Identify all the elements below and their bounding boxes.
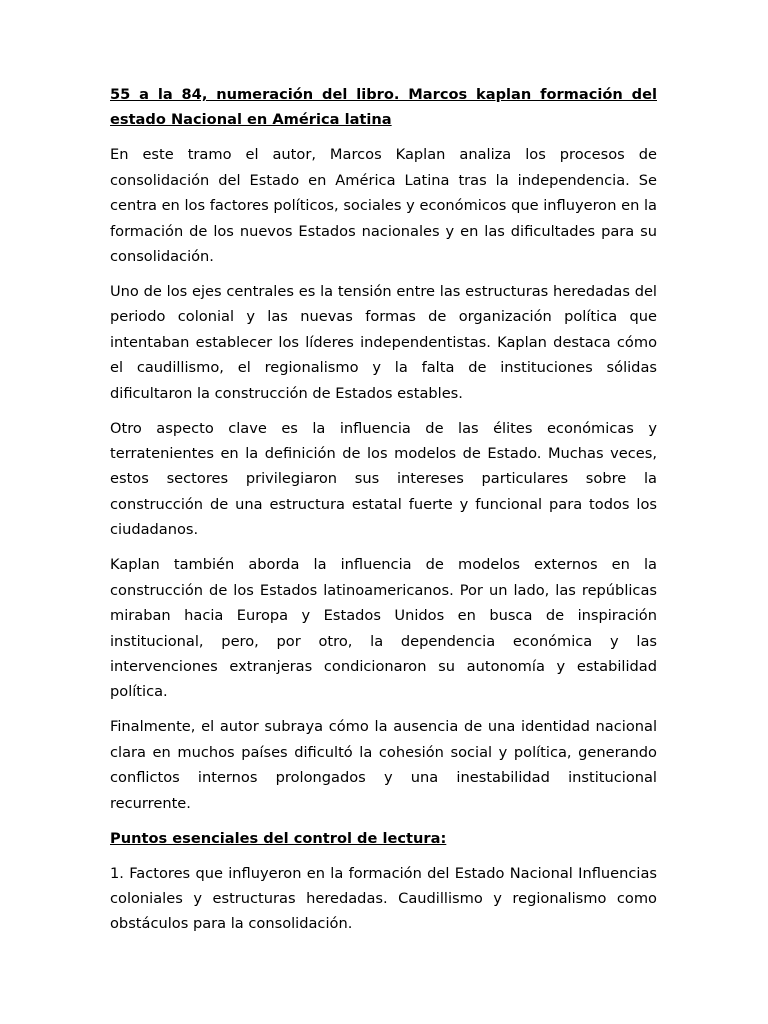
- point-1: 1. Factores que influyeron en la formación del Estado Nacional Influencias coloniales y estructuras heredadas. Caudillismo y regionalismo como obstáculos para la consolidación.: [110, 864, 657, 933]
- paragraph-intro: En este tramo el autor, Marcos Kaplan analiza los procesos de consolidación del Estado en América Latina tras la independencia. Se centra en los factores políticos, sociales y económicos que influyeron en la formación de los nuevos Estados nacionales y en las dificultades para su consolidación.: [110, 146, 657, 266]
- paragraph-conclusion: Finalmente, el autor subraya cómo la ausencia de una identidad nacional clara en muchos países dificultó la cohesión social y política, generando conflictos internos prolongados y una inestabilidad institucional recurrente.: [110, 718, 657, 812]
- section-heading: Puntos esenciales del control de lectura:: [110, 829, 447, 847]
- paragraph-external-models: Kaplan también aborda la influencia de modelos externos en la construcción de los Estados latinoamericanos. Por un lado, las repúblicas miraban hacia Europa y Estados Unidos en busca de inspiración institucional, pero, por otro, la dependencia económica y las intervenciones extranjeras condicionaron su autonomía y estabilidad política.: [110, 556, 657, 701]
- document-page: [110, 82, 657, 946]
- paragraph-elites: Otro aspecto clave es la influencia de las élites económicas y terratenientes en la definición de los modelos de Estado. Muchas veces, estos sectores privilegiaron sus intereses particulares sobre la construcción de una estructura estatal fuerte y funcional para todos los ciudadanos.: [110, 419, 657, 539]
- document-title: 55 a la 84, numeración del libro. Marcos kaplan formación del estado Nacional en América latina: [110, 86, 657, 129]
- paragraph-tension: Uno de los ejes centrales es la tensión entre las estructuras heredadas del periodo colonial y las nuevas formas de organización política que intentaban establecer los líderes independentistas. Kaplan destaca cómo el caudillismo, el regionalismo y la falta de instituciones sólidas dificultaron la construcción de Estados estables.: [110, 283, 657, 402]
